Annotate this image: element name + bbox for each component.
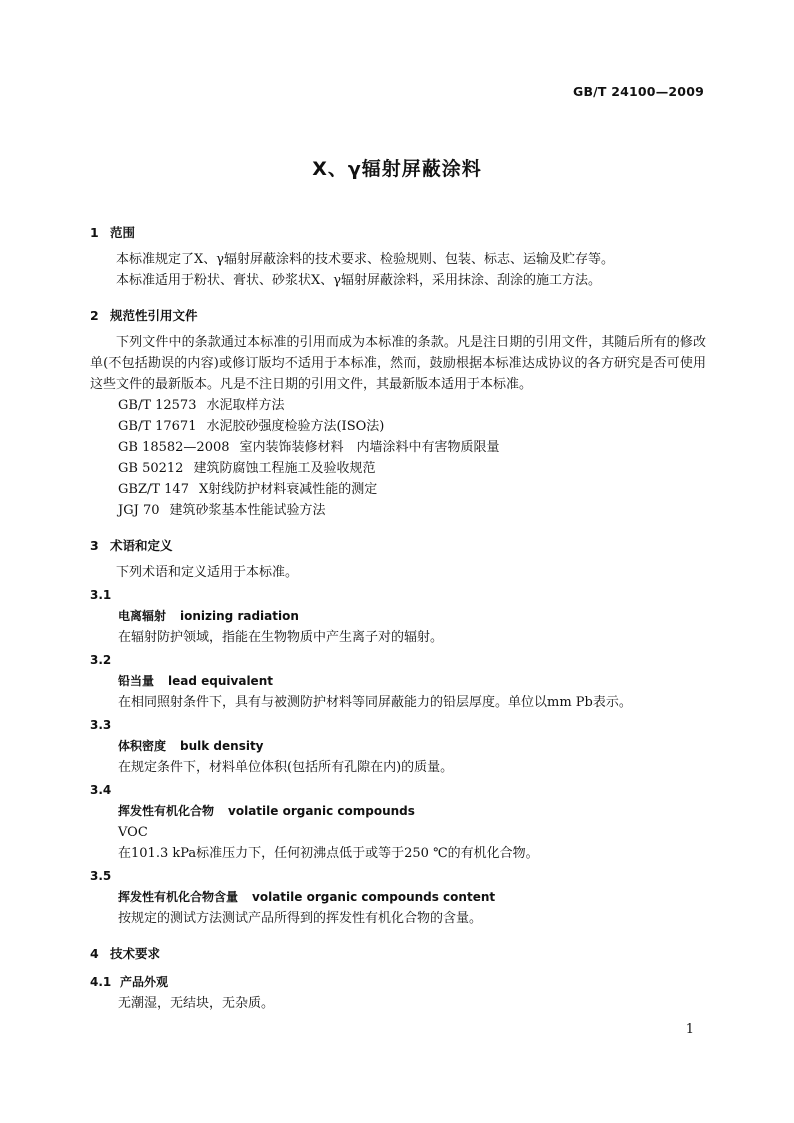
reference-item	[90, 479, 706, 500]
term-number: 3.1	[90, 588, 112, 602]
section-heading-normative-references	[90, 305, 706, 326]
term-en: volatile organic compounds content	[252, 890, 496, 904]
reference-item	[90, 458, 706, 479]
section-number: 1	[90, 225, 99, 240]
reference-code: GB/T 17671	[118, 419, 197, 434]
subsection-title: 产品外观	[120, 975, 169, 989]
section-title: 术语和定义	[110, 538, 173, 553]
standard-code: GB/T 24100—2009	[572, 84, 704, 99]
reference-code: GBZ/T 147	[118, 482, 189, 497]
reference-item	[90, 500, 706, 521]
section-number: 2	[90, 308, 99, 323]
paragraph: 下列文件中的条款通过本标准的引用而成为本标准的条款。凡是注日期的引用文件，其随后所有的修改单(不包括勘误的内容)或修订版均不适用于本标准，然而，鼓励根据本标准达成协议的各方研究是否可使用这些文件的最新版本。凡是不注日期的引用文件，其最新版本适用于本标准。	[90, 335, 706, 392]
term-zh: 铅当量	[118, 674, 155, 688]
subsection-heading	[90, 972, 706, 993]
section-title: 规范性引用文件	[110, 308, 198, 323]
term-number: 3.5	[90, 869, 112, 883]
reference-code: JGJ 70	[118, 503, 160, 518]
term-number: 3.4	[90, 783, 112, 797]
term-definition: 在辐射防护领域，指能在生物物质中产生离子对的辐射。	[118, 630, 444, 645]
reference-item	[90, 395, 706, 416]
term-name	[90, 671, 706, 692]
term-name	[90, 887, 706, 908]
section-number: 4	[90, 946, 99, 961]
term-en: ionizing radiation	[180, 609, 299, 623]
reference-title: 建筑防腐蚀工程施工及验收规范	[193, 461, 376, 476]
paragraph: 下列术语和定义适用于本标准。	[116, 565, 299, 580]
term-en: lead equivalent	[168, 674, 273, 688]
term-name	[90, 736, 706, 757]
term-definition: 在101.3 kPa标准压力下，任何初沸点低于或等于250 ℃的有机化合物。	[118, 846, 539, 861]
page-number: 1	[685, 1022, 694, 1037]
reference-item	[90, 416, 706, 437]
document-body	[90, 222, 706, 1014]
section-heading-scope	[90, 222, 706, 243]
paragraph: 无潮湿，无结块，无杂质。	[118, 996, 275, 1011]
reference-title: X射线防护材料衰减性能的测定	[198, 482, 378, 497]
section-number: 3	[90, 538, 99, 553]
term-number: 3.2	[90, 653, 112, 667]
reference-title: 建筑砂浆基本性能试验方法	[169, 503, 326, 518]
term-definition: 在规定条件下，材料单位体积(包括所有孔隙在内)的质量。	[118, 760, 454, 775]
reference-code: GB/T 12573	[118, 398, 197, 413]
subsection-number: 4.1	[90, 975, 112, 989]
paragraph: 本标准规定了X、γ辐射屏蔽涂料的技术要求、检验规则、包装、标志、运输及贮存等。	[116, 252, 615, 267]
reference-title: 室内装饰装修材料 内墙涂料中有害物质限量	[239, 440, 500, 455]
term-name	[90, 606, 706, 627]
term-en: volatile organic compounds	[228, 804, 415, 818]
term-en: bulk density	[180, 739, 264, 753]
term-name	[90, 801, 706, 822]
paragraph: 本标准适用于粉状、膏状、砂浆状X、γ辐射屏蔽涂料，采用抹涂、刮涂的施工方法。	[116, 273, 602, 288]
term-number: 3.3	[90, 718, 112, 732]
term-zh: 电离辐射	[118, 609, 167, 623]
term-zh: 挥发性有机化合物	[118, 804, 215, 818]
reference-code: GB 50212	[118, 461, 184, 476]
term-zh: 挥发性有机化合物含量	[118, 890, 239, 904]
term-definition: 按规定的测试方法测试产品所得到的挥发性有机化合物的含量。	[118, 911, 483, 926]
section-heading-technical-requirements	[90, 943, 706, 964]
reference-item	[90, 437, 706, 458]
term-definition: 在相同照射条件下，具有与被测防护材料等同屏蔽能力的铅层厚度。单位以mm Pb表示。	[118, 695, 632, 710]
document-title: X、γ辐射屏蔽涂料	[312, 158, 482, 180]
term-abbreviation: VOC	[118, 825, 148, 840]
reference-code: GB 18582—2008	[118, 440, 230, 455]
term-zh: 体积密度	[118, 739, 167, 753]
section-title: 范围	[110, 225, 136, 240]
reference-title: 水泥取样方法	[206, 398, 285, 413]
section-heading-terms	[90, 535, 706, 556]
reference-title: 水泥胶砂强度检验方法(ISO法)	[206, 419, 385, 434]
section-title: 技术要求	[110, 946, 161, 961]
